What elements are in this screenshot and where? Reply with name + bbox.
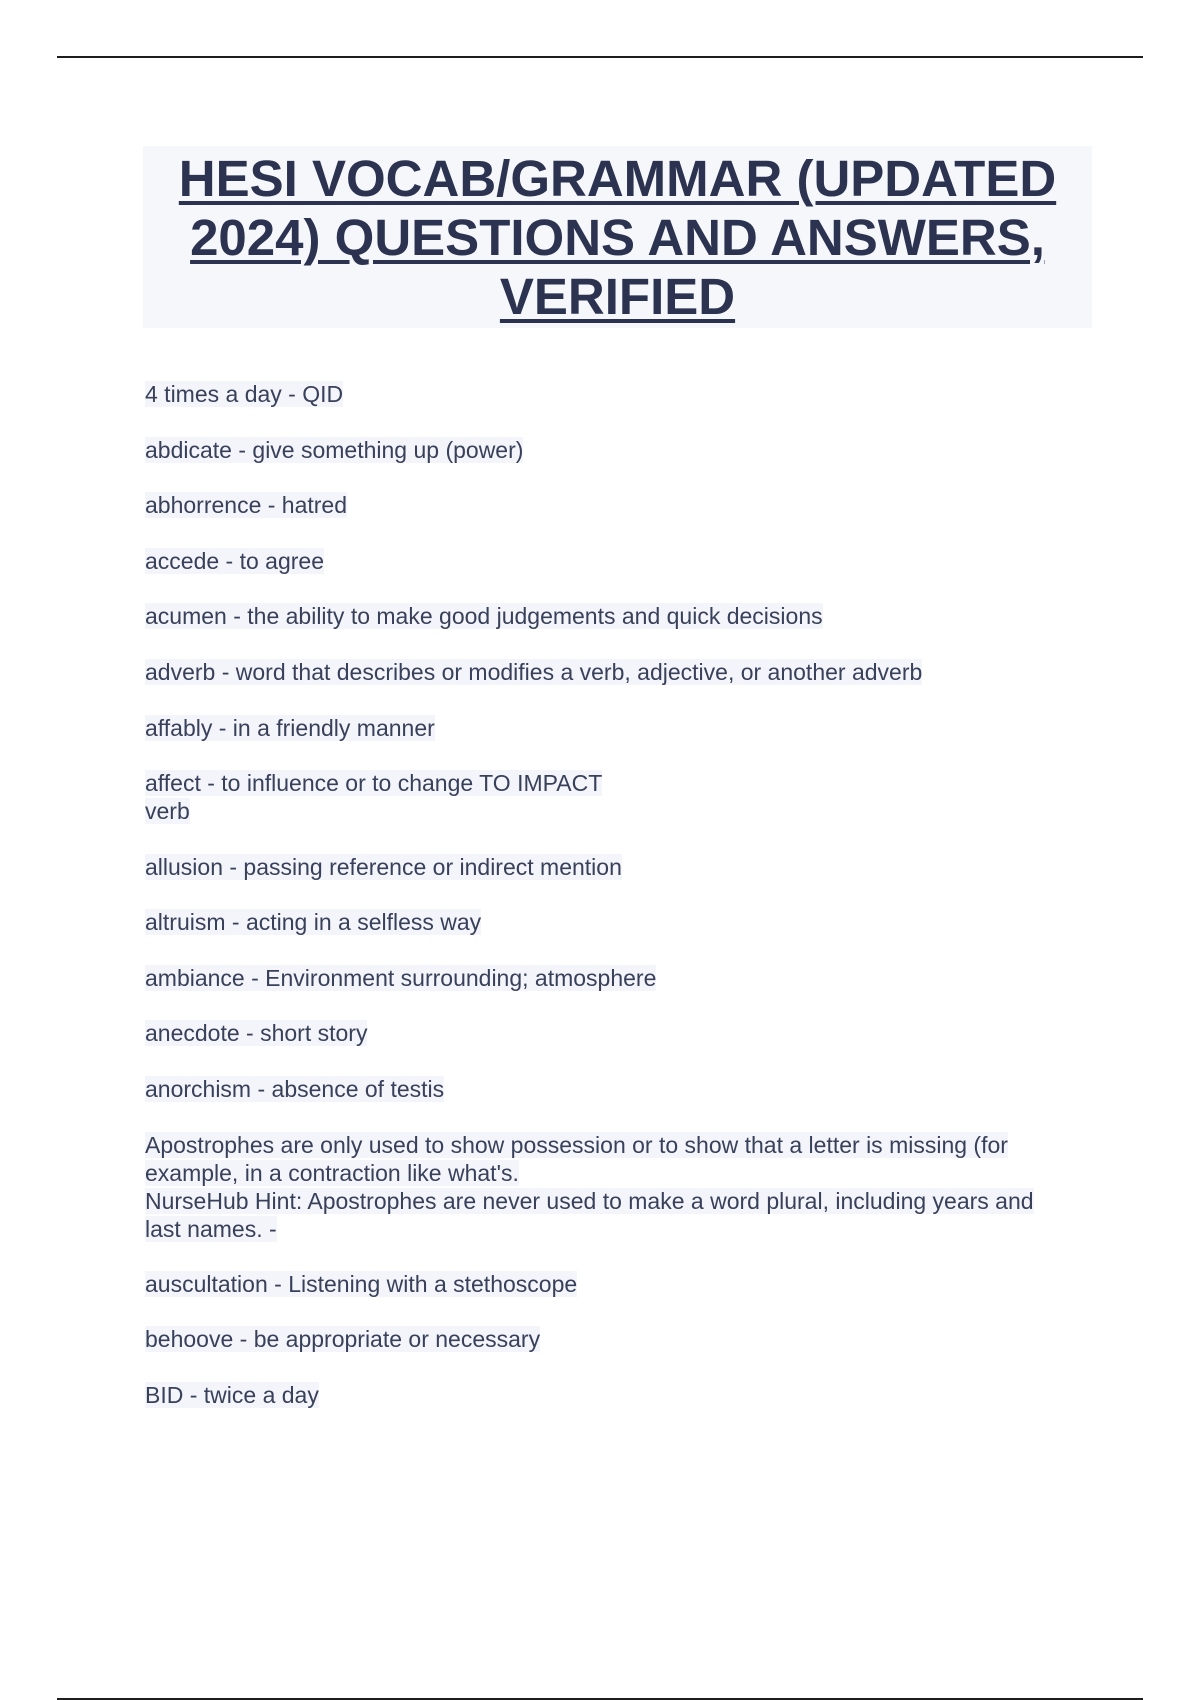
vocab-entry: affect - to influence or to change TO IMPACT verb: [145, 770, 603, 824]
title-box: [143, 146, 1092, 328]
vocab-entry: 4 times a day - QID: [145, 381, 344, 407]
vocab-entry: anorchism - absence of testis: [145, 1076, 445, 1102]
vocab-entry: abhorrence - hatred: [145, 492, 348, 518]
vocab-entry: affably - in a friendly manner: [145, 715, 435, 741]
vocab-entry: accede - to agree: [145, 548, 325, 574]
vocab-entry: allusion - passing reference or indirect mention: [145, 854, 622, 880]
top-rule: [57, 56, 1143, 58]
vocab-entry: abdicate - give something up (power): [145, 437, 524, 463]
vocab-entry: ambiance - Environment surrounding; atmosphere: [145, 965, 657, 991]
vocab-entry: acumen - the ability to make good judgements and quick decisions: [145, 603, 823, 629]
vocab-entry: behoove - be appropriate or necessary: [145, 1326, 541, 1352]
vocab-entry: altruism - acting in a selfless way: [145, 909, 482, 935]
vocab-entry: adverb - word that describes or modifies a verb, adjective, or another adverb: [145, 659, 923, 685]
vocab-entry: anecdote - short story: [145, 1020, 368, 1046]
vocab-entry: auscultation - Listening with a stethoscope: [145, 1271, 578, 1297]
vocab-entry: BID - twice a day: [145, 1382, 319, 1408]
document-title: HESI VOCAB/GRAMMAR (UPDATED 2024) QUESTIONS AND ANSWERS, VERIFIED: [178, 149, 1057, 325]
vocab-entry: Apostrophes are only used to show possession or to show that a letter is missing (for example, in a contraction like what's. NurseHub Hint: Apostrophes are never used to make a word plural, including years and last names. -: [145, 1132, 1034, 1242]
